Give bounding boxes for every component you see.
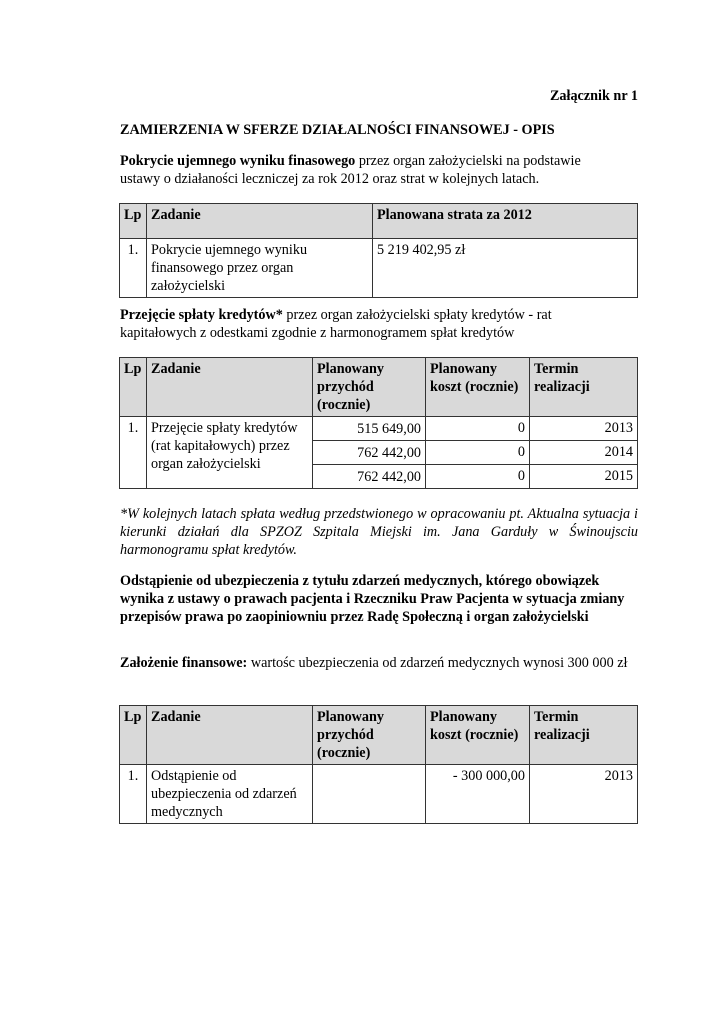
header-income: Planowany przychód (rocznie) — [313, 358, 426, 417]
section-heading: Przejęcie spłaty kredytów* — [120, 307, 283, 323]
footnote: *W kolejnych latach spłata według przedstwionego w opracowaniu pt. Aktualna sytuacja i kierunki działań dla SPZOZ Szpitala Miejski im. Jana Garduły w Świnoujsciu harmonogramu spłat kredytów. — [120, 506, 638, 558]
cell-cost: 0 — [426, 465, 530, 489]
cell-task: Pokrycie ujemnego wyniku finansowego przez organ założycielski — [147, 239, 373, 298]
cell-task: Przejęcie spłaty kredytów (rat kapitałowych) przez organ założycielski — [147, 417, 313, 489]
header-lp: Lp — [120, 204, 147, 239]
table-row — [120, 417, 638, 441]
header-lp: Lp — [120, 706, 147, 765]
cell-lp: 1. — [120, 417, 147, 489]
cell-income: 762 442,00 — [313, 465, 426, 489]
section-financial-assumption — [120, 654, 638, 672]
cell-year: 2013 — [530, 765, 638, 824]
annex-label: Załącznik nr 1 — [549, 88, 638, 104]
cell-value: 5 219 402,95 zł — [373, 239, 638, 298]
cell-cost: 0 — [426, 417, 530, 441]
cell-income: 515 649,00 — [313, 417, 426, 441]
cell-year: 2013 — [530, 417, 638, 441]
header-task: Zadanie — [147, 358, 313, 417]
section-text: przez organ założycielski spłaty kredytów - rat kapitałowych z odestkami zgodnie z harmonogramem spłat kredytów — [120, 307, 552, 341]
page-title: ZAMIERZENIA W SFERZE DZIAŁALNOŚCI FINANSOWEJ - OPIS — [120, 122, 555, 138]
cell-income — [313, 765, 426, 824]
header-task: Zadanie — [147, 706, 313, 765]
loan-table — [119, 357, 638, 489]
section-text: przez organ założycielski na podstawie ustawy o działaności leczniczej za rok 2012 oraz strat w kolejnych latach. — [120, 153, 581, 187]
section-heading: Pokrycie ujemnego wyniku finasowego — [120, 153, 356, 169]
cell-income: 762 442,00 — [313, 441, 426, 465]
header-task: Zadanie — [147, 204, 373, 239]
cell-cost: - 300 000,00 — [426, 765, 530, 824]
header-term: Termin realizacji — [530, 706, 638, 765]
cell-task: Odstąpienie od ubezpieczenia od zdarzeń medycznych — [147, 765, 313, 824]
header-term: Termin realizacji — [530, 358, 638, 417]
cell-lp: 1. — [120, 239, 147, 298]
cell-year: 2015 — [530, 465, 638, 489]
header-lp: Lp — [120, 358, 147, 417]
header-income: Planowany przychód (rocznie) — [313, 706, 426, 765]
table-row — [120, 765, 638, 824]
cell-cost: 0 — [426, 441, 530, 465]
cell-lp: 1. — [120, 765, 147, 824]
loss-table — [119, 203, 638, 298]
section-insurance-waiver: Odstąpienie od ubezpieczenia z tytułu zdarzeń medycznych, którego obowiązek wynika z ustawy o prawach pacjenta i Rzeczniku Praw Pacjenta w sytuacja zmiany przepisów prawa po zaopiniowniu przez Radę Społeczną i organ założycielski — [120, 573, 625, 625]
insurance-table — [119, 705, 638, 824]
header-planned-loss: Planowana strata za 2012 — [373, 204, 638, 239]
section-text: wartośc ubezpieczenia od zdarzeń medycznych wynosi 300 000 zł — [247, 655, 628, 671]
header-cost: Planowany koszt (rocznie) — [426, 706, 530, 765]
section-heading: Założenie finansowe: — [120, 655, 248, 671]
section-loan-takeover — [120, 306, 590, 342]
header-cost: Planowany koszt (rocznie) — [426, 358, 530, 417]
section-loss-coverage — [120, 152, 610, 188]
table-row — [120, 239, 638, 298]
cell-year: 2014 — [530, 441, 638, 465]
